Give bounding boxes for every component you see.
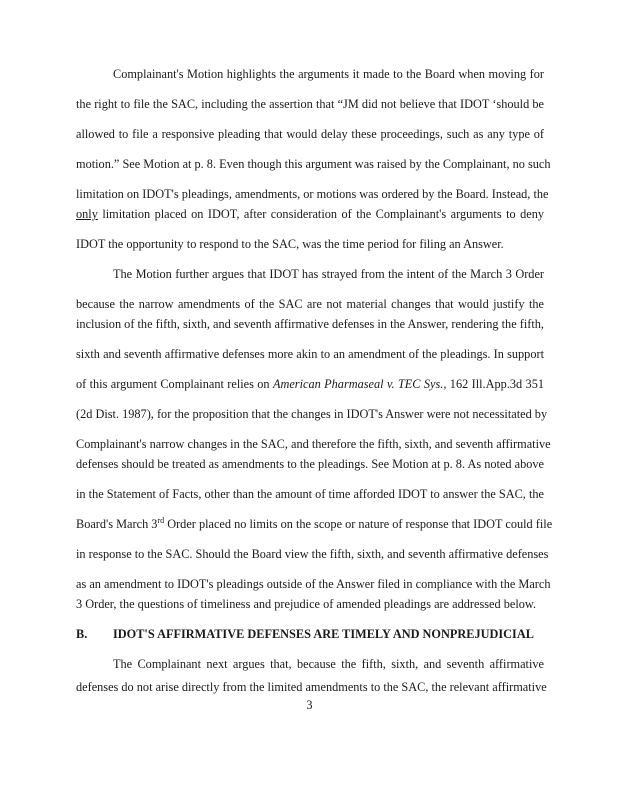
paragraph-2-line-5-end: , 162 Ill.App.3d 351 (443, 377, 544, 391)
paragraph-2-line-10-end: Order placed no limits on the scope or nature of response that IDOT could file (164, 517, 553, 531)
ordinal-suffix: rd (157, 515, 165, 525)
paragraph-2-line-10-start: Board's March 3 (76, 517, 158, 531)
paragraph-2-line-3: inclusion of the fifth, sixth, and seventh affirmative defenses in the Answer, rendering the fifth, (76, 317, 544, 331)
paragraph-1-line-7: IDOT the opportunity to respond to the SAC, was the time period for filing an Answer. (76, 237, 504, 251)
paragraph-3-line-1: The Complainant next argues that, because the fifth, sixth, and seventh affirmative (113, 657, 544, 671)
case-citation: American Pharmaseal v. TEC Sys. (272, 377, 444, 391)
section-title: IDOT'S AFFIRMATIVE DEFENSES ARE TIMELY AND NONPREJUDICIAL (113, 627, 534, 641)
page-number: 3 (306, 698, 313, 712)
section-heading (76, 624, 544, 644)
paragraph-1-line-5: limitation on IDOT's pleadings, amendments, or motions was ordered by the Board. Instead, the (76, 187, 549, 201)
paragraph-1-line-3: allowed to file a responsive pleading that would delay these proceedings, such as any type of (76, 127, 544, 141)
paragraph-2-line-5-start: of this argument Complainant relies on (76, 377, 273, 391)
paragraph-2-line-8: defenses should be treated as amendments to the pleadings. See Motion at p. 8. As noted above (76, 457, 544, 471)
paragraph-3-line-2: defenses do not arise directly from the limited amendments to the SAC, the relevant affirmative (76, 680, 547, 694)
paragraph-2-line-5 (76, 374, 544, 394)
paragraph-2-line-11: in response to the SAC. Should the Board view the fifth, sixth, and seventh affirmative defenses (76, 547, 549, 561)
paragraph-2-line-13: 3 Order, the questions of timeliness and prejudice of amended pleadings are addressed below. (76, 597, 537, 611)
paragraph-1-line-6-rest: limitation placed on IDOT, after consideration of the Complainant's arguments to deny (97, 207, 544, 221)
underlined-word: only (76, 207, 98, 221)
paragraph-2-line-10 (76, 514, 553, 534)
paragraph-2-line-1: The Motion further argues that IDOT has strayed from the intent of the March 3 Order (113, 267, 544, 281)
paragraph-2-line-6: (2d Dist. 1987), for the proposition that the changes in IDOT's Answer were not necessitated by (76, 407, 548, 421)
paragraph-2-line-7: Complainant's narrow changes in the SAC, and therefore the fifth, sixth, and seventh affirmative (76, 437, 551, 451)
paragraph-2-line-12: as an amendment to IDOT's pleadings outside of the Answer filed in compliance with the March (76, 577, 551, 591)
paragraph-1-line-4: motion.” See Motion at p. 8. Even though this argument was raised by the Complainant, no such (76, 157, 551, 171)
paragraph-1-line-1: Complainant's Motion highlights the arguments it made to the Board when moving for (113, 67, 544, 81)
paragraph-1-line-2: the right to file the SAC, including the assertion that “JM did not believe that IDOT ‘should be (76, 97, 544, 111)
section-letter: B. (76, 627, 88, 641)
paragraph-2-line-4: sixth and seventh affirmative defenses more akin to an amendment of the pleadings. In support (76, 347, 544, 361)
paragraph-2-line-2: because the narrow amendments of the SAC are not material changes that would justify the (76, 297, 544, 311)
paragraph-2-line-9: in the Statement of Facts, other than the amount of time afforded IDOT to answer the SAC, the (76, 487, 544, 501)
paragraph-1-line-6 (76, 204, 544, 224)
